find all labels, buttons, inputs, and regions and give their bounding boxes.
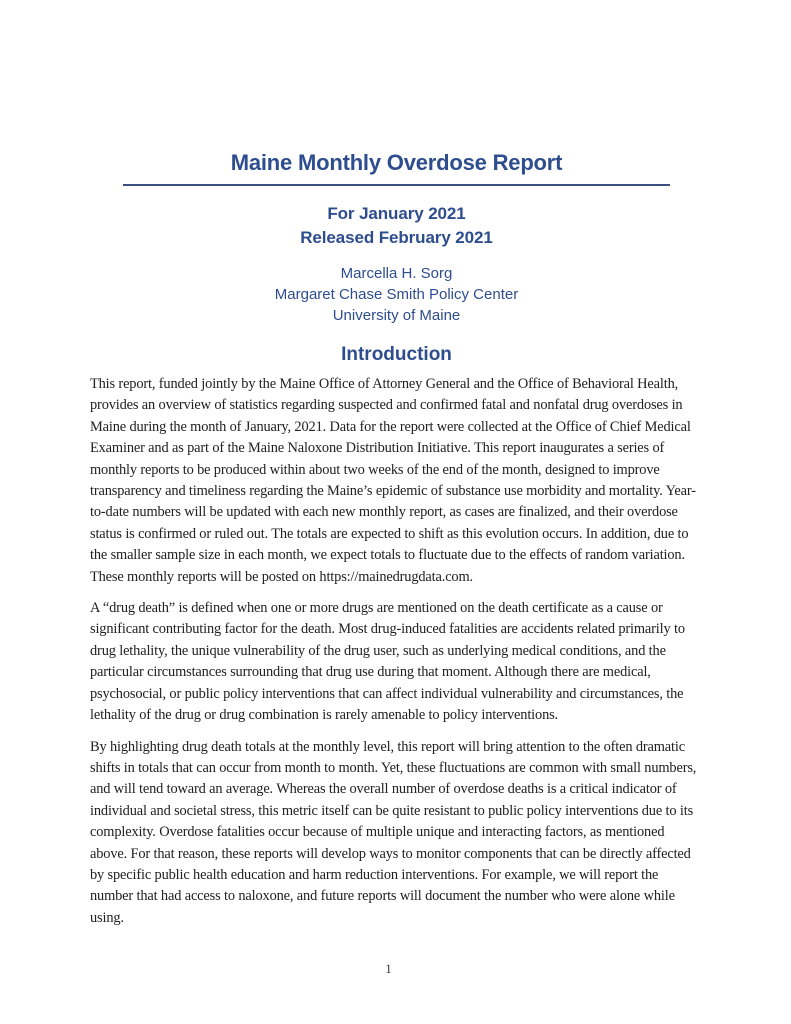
section-heading-introduction: Introduction <box>341 344 452 365</box>
author-block <box>90 263 703 326</box>
report-subtitle-block <box>90 202 703 250</box>
report-title: Maine Monthly Overdose Report <box>230 150 563 175</box>
page-number: 1 <box>385 961 392 976</box>
paragraph-monthly-totals: By highlighting drug death totals at the monthly level, this report will bring attention to the often dramatic shifts in totals that can occur from month to month. Yet, these fluctuations are common with small numbers, and will tend toward an average. Whereas the overall number of overdose deaths is a critical indicator of individual and societal stress, this metric itself can be quite resistant to public policy interventions due to its complexity. Overdose fatalities occur because of multiple unique and interacting factors, as mentioned above. For that reason, these reports will develop ways to monitor components that can be directly affected by specific public health education and harm reduction interventions. For example, we will report the number that had access to naloxone, and future reports will document the number who were alone while using. <box>90 738 697 926</box>
subtitle-report-period: For January 2021 <box>327 204 466 223</box>
subtitle-release-date: Released February 2021 <box>300 228 493 247</box>
author-affiliation-center: Margaret Chase Smith Policy Center <box>274 286 519 303</box>
title-divider <box>123 184 670 186</box>
paragraph-drug-death-definition: A “drug death” is defined when one or more drugs are mentioned on the death certificate as a cause or significant contributing factor for the death. Most drug-induced fatalities are accidents related primarily to drug lethality, the unique vulnerability of the drug user, such as underlying medical conditions, and the particular circumstances surrounding that drug use during that moment. Although there are medical, psychosocial, or public policy interventions that can affect individual vulnerability and circumstances, the lethality of the drug or drug combination is rarely amenable to policy interventions. <box>90 600 685 724</box>
author-name: Marcella H. Sorg <box>340 265 453 282</box>
paragraph-report-overview: This report, funded jointly by the Maine Office of Attorney General and the Office of Behavioral Health, provides an overview of statistics regarding suspected and confirmed fatal and nonfatal drug overdoses in Maine during the month of January, 2021. Data for the report were collected at the Office of Chief Medical Examiner and as part of the Maine Naloxone Distribution Initiative. This report inaugurates a series of monthly reports to be produced within about two weeks of the end of the month, designed to improve transparency and timeliness regarding the Maine’s epidemic of substance use morbidity and mortality. Year-to-date numbers will be updated with each new monthly report, as cases are finalized, and their overdose status is confirmed or ruled out. The totals are expected to shift as this evolution occurs. In addition, due to the smaller sample size in each month, we expect totals to fluctuate due to the effects of random variation. These monthly reports will be posted on https://mainedrugdata.com. <box>90 376 696 585</box>
author-affiliation-university: University of Maine <box>332 307 461 324</box>
